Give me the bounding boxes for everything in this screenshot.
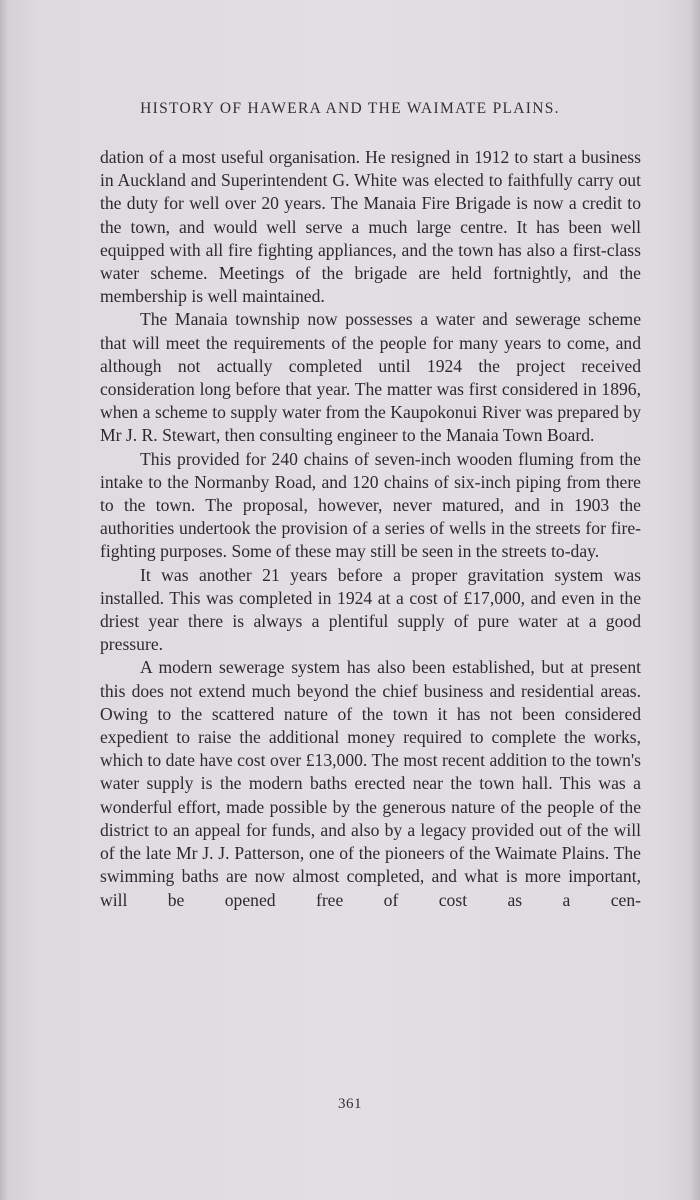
paragraph-4: It was another 21 years before a proper gravitation system was installed. This was completed in 1924 at a cost of £17,000, and even in the driest year there is always a plentiful supply of pure water at a good pressure. xyxy=(100,564,641,655)
paragraph-3: This provided for 240 chains of seven-inch wooden fluming from the intake to the Normanby Road, and 120 chains of six-inch piping from there to the town. The proposal, however, never matured, and in 1903 the authorities undertook the provision of a series of wells in the streets for fire-fighting purposes. Some of these may still be seen in the streets to-day. xyxy=(100,448,641,562)
paragraph-1: dation of a most useful organisation. He resigned in 1912 to start a business in Auckland and Superintendent G. White was elected to faithfully carry out the duty for well over 20 years. The Manaia Fire Brigade is now a credit to the town, and would well serve a much large centre. It has been well equipped with all fire fighting appliances, and the town has also a first-class water scheme. Meetings of the brigade are held fortnightly, and the membership is well maintained. xyxy=(100,147,641,307)
page-edge-shadow-right xyxy=(690,0,700,1200)
body-text xyxy=(100,146,641,912)
page-edge-shadow-left xyxy=(0,0,8,1200)
paragraph-5: A modern sewerage system has also been established, but at present this does not extend much beyond the chief business and residential areas. Owing to the scattered nature of the town it has not been considered expedient to raise the additional money required to complete the works, which to date have cost over £13,000. The most recent addition to the town's water supply is the modern baths erected near the town hall. This was a wonderful effort, made possible by the generous nature of the people of the district to an appeal for funds, and also by a legacy provided out of the will of the late Mr J. J. Patterson, one of the pioneers of the Waimate Plains. The swimming baths are now almost completed, and what is more important, will be opened free of cost as a cen- xyxy=(100,657,641,910)
running-header: HISTORY OF HAWERA AND THE WAIMATE PLAINS. xyxy=(140,100,560,117)
paragraph-2: The Manaia township now possesses a water and sewerage scheme that will meet the requirements of the people for many years to come, and although not actually completed until 1924 the project received consideration long before that year. The matter was first considered in 1896, when a scheme to supply water from the Kaupokonui River was prepared by Mr J. R. Stewart, then consulting engineer to the Manaia Town Board. xyxy=(100,309,641,446)
page-number: 361 xyxy=(338,1096,362,1112)
